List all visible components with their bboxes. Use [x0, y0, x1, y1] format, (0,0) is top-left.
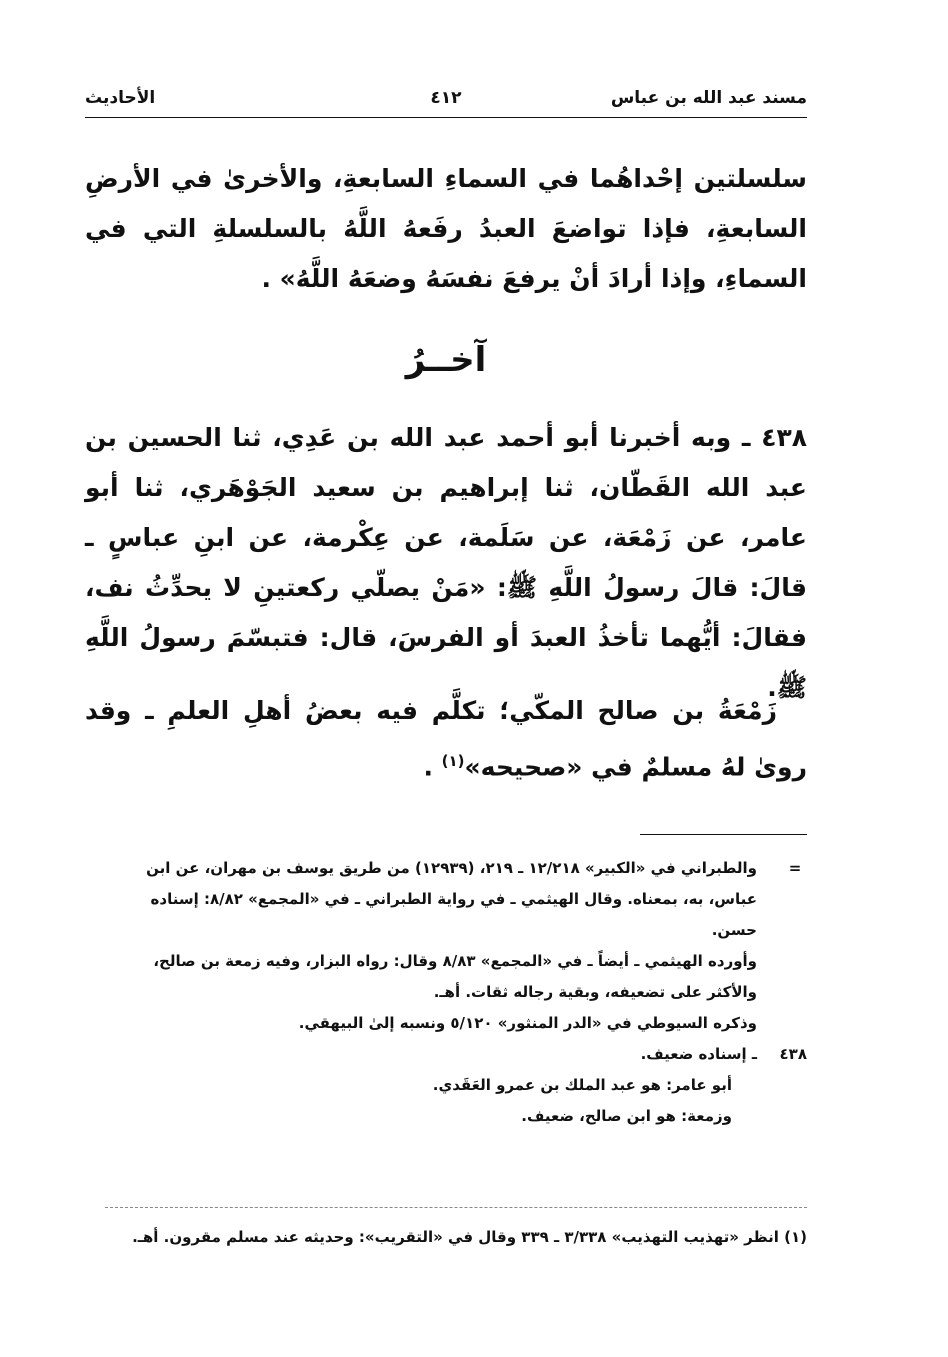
footnote-reference[interactable]: (١): [441, 752, 465, 770]
footnote-separator: [105, 1207, 807, 1208]
running-header: [85, 88, 807, 118]
paragraph-3: [85, 686, 807, 792]
note-line: حسن.: [711, 921, 757, 939]
page-number: ٤١٢: [430, 88, 462, 108]
header-rule: [85, 117, 807, 118]
section-title: آخــرُ: [405, 340, 487, 380]
paragraph-hadith-438: ٤٣٨ ـ وبه أخبرنا أبو أحمد عبد الله بن عَدِي، ثنا الحسين بن عبد الله القَطّان، ثنا إبراهيم بن سعيد الجَوْهَري، ثنا أبو عامر، عن زَمْعَة، عن سَلَمة، عن عِكْرمة، عن ابنِ عباسٍ ـ قالَ: قالَ رسولُ اللَّهِ ﷺ: «مَنْ يصلّي ركعتينِ لا يحدِّثُ نف، فقالَ: أيُّهما تأخذُ العبدَ أو الفرسَ، قال: فتبسّمَ رسولُ اللَّهِ ﷺ.: [85, 423, 807, 702]
note-line: عباس، به، بمعناه. وقال الهيثمي ـ في رواية الطبراني ـ في «المجمع» ٨/٨٢: إسناده: [150, 890, 757, 908]
continuation-mark: =: [788, 859, 802, 877]
notes-separator: [640, 834, 807, 835]
note-line: أبو عامر: هو عبد الملك بن عمرو العَقَدي.: [432, 1076, 732, 1094]
note-hadith-number: ٤٣٨: [779, 1045, 807, 1063]
header-book-title: مسند عبد الله بن عباس: [610, 88, 807, 108]
note-line: وذكره السيوطي في «الدر المنثور» ٥/١٢٠ ونسبه إلىٰ البيهقي.: [298, 1014, 757, 1032]
note-line: وزمعة: هو ابن صالح، ضعيف.: [521, 1107, 732, 1125]
paragraph-3-text: زَمْعَةُ بن صالح المكّي؛ تكلَّم فيه بعضُ أهلِ العلمِ ـ وقد روىٰ لهُ مسلمٌ في «صحيحه»: [85, 696, 807, 782]
note-line: والطبراني في «الكبير» ١٢/٢١٨ ـ ٢١٩، (١٢٩٣٩) من طريق يوسف بن مهران، عن ابن: [146, 859, 757, 877]
note-line: ـ إسناده ضعيف.: [640, 1045, 757, 1063]
footnote-1: (١) انظر «تهذيب التهذيب» ٣/٣٣٨ ـ ٣٣٩ وقال في «التقريب»: وحديثه عند مسلم مقرون. أهـ.: [132, 1228, 807, 1246]
header-section-title: الأحاديث: [85, 88, 156, 108]
note-line: والأكثر على تضعيفه، وبقية رجاله ثقات. أهـ.: [433, 983, 757, 1001]
paragraph-3-end: .: [423, 752, 442, 782]
commentary-notes: [105, 853, 807, 1132]
note-line: وأورده الهيثمي ـ أيضاً ـ في «المجمع» ٨/٨٣ وقال: رواه البزار، وفيه زمعة بن صالح،: [153, 952, 757, 970]
paragraph-1: سلسلتين إحْداهُما في السماءِ السابعةِ، والأخرىٰ في الأرضِ السابعةِ، فإذا تواضعَ العبدُ رفَعهُ اللَّهُ بالسلسلةِ التي في السماءِ، وإذا أرادَ أنْ يرفعَ نفسَهُ وضعَهُ اللَّهُ» .: [85, 164, 807, 293]
note-continued: [105, 853, 807, 1039]
note-hadith-438: [105, 1039, 807, 1132]
